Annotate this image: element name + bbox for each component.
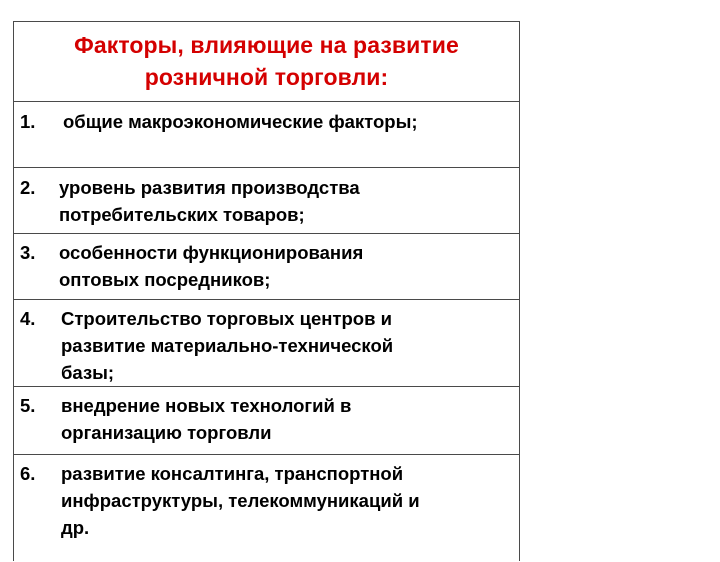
item-text: особенности функционирования оптовых посредников; [59,242,364,290]
item-text: Строительство торговых центров и развитие материально-технической базы; [61,308,394,383]
item-number: 1. [20,111,36,132]
item-number: 5. [20,395,36,416]
item-number: 2. [20,177,36,198]
table-row [14,300,519,387]
item-number: 4. [20,308,36,329]
table-row [14,455,519,562]
table-row [14,168,519,234]
item-text: развитие консалтинга, транспортной инфраструктуры, телекоммуникаций и др. [61,463,420,538]
table-row [14,234,519,300]
item-number: 3. [20,242,36,263]
table-row [14,387,519,455]
item-number: 6. [20,463,36,484]
table-header [14,22,519,102]
item-text: уровень развития производства потребительских товаров; [59,177,360,225]
item-text: внедрение новых технологий в организацию торговли [61,395,352,443]
item-text: общие макроэкономические факторы; [63,111,418,132]
factors-table [13,21,520,561]
table-title: Факторы, влияющие на развитие розничной торговли: [74,31,459,90]
table-row [14,102,519,168]
